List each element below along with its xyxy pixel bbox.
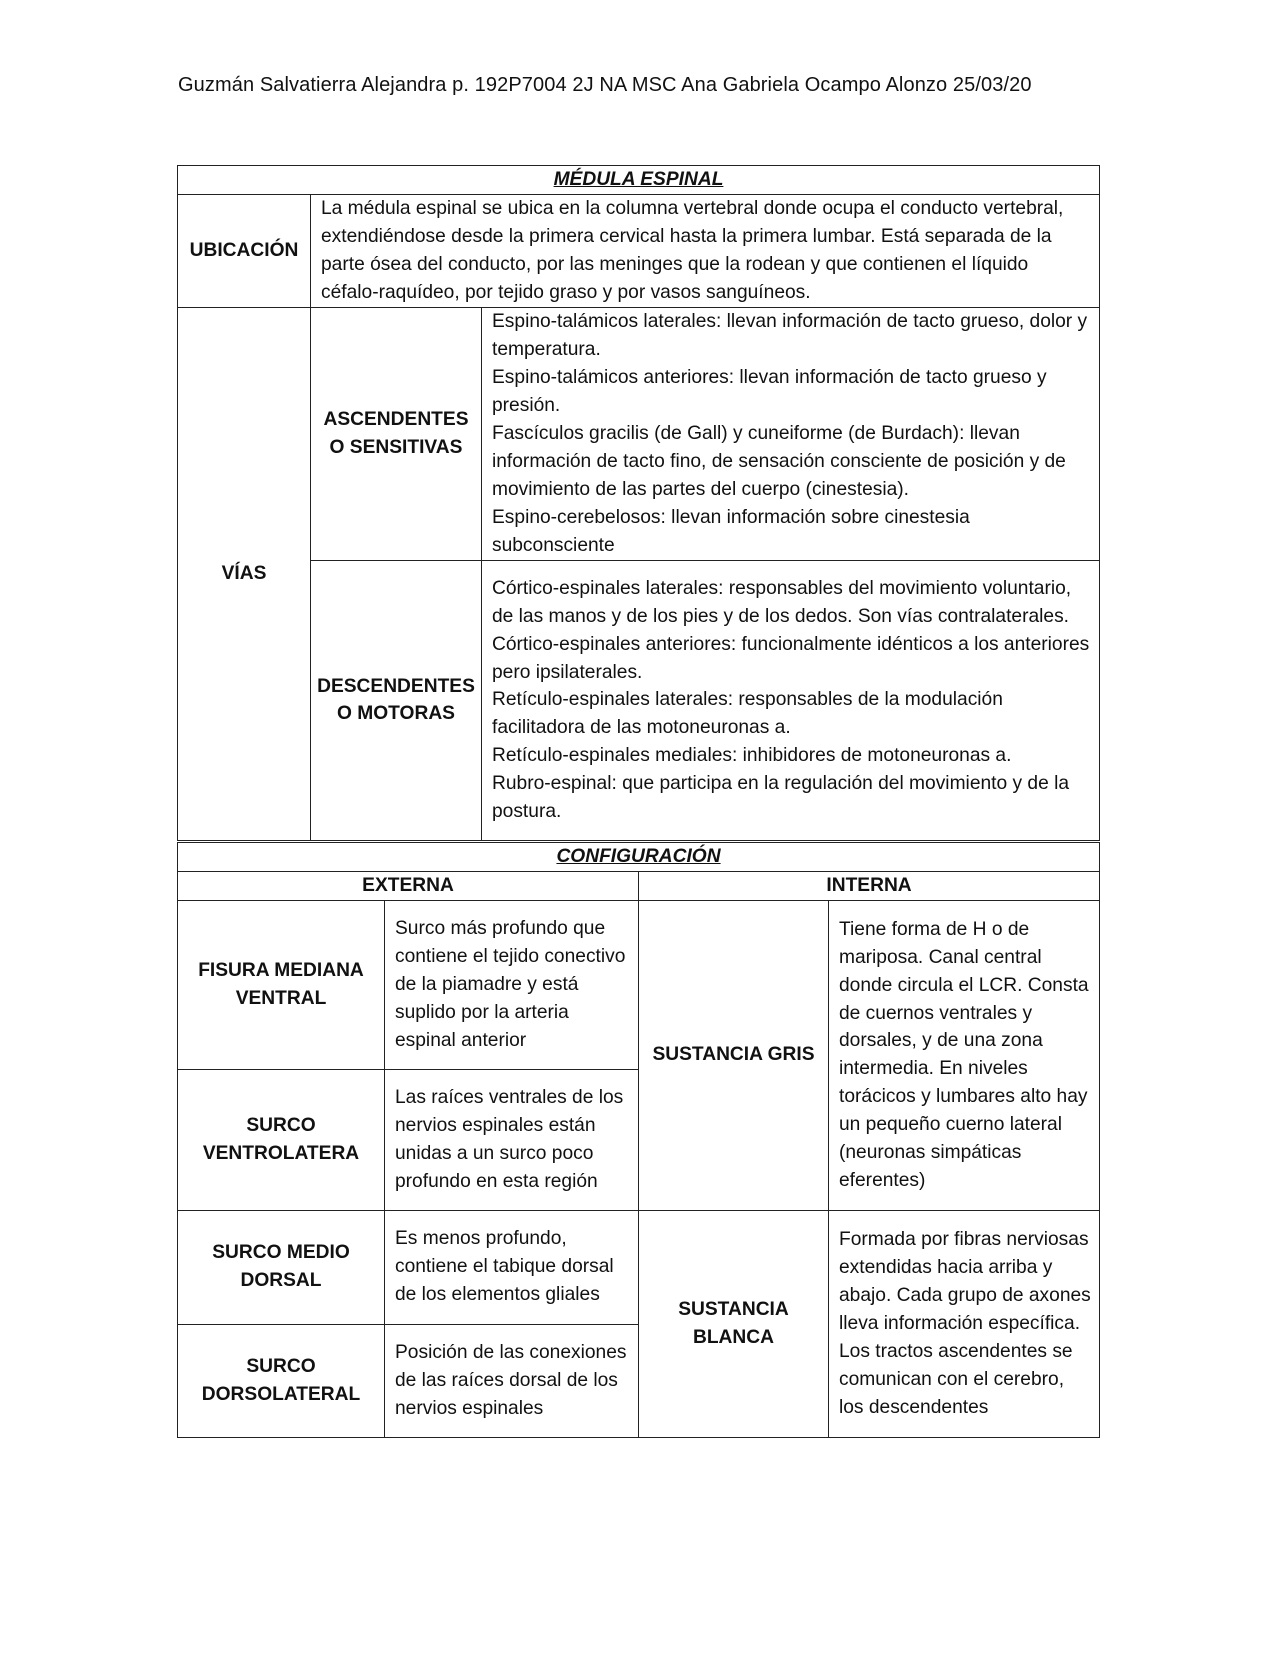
ubicacion-text: La médula espinal se ubica en la columna vertebral donde ocupa el conducto vertebral, extendiéndose desde la primera cervical hasta la primera lumbar. Está separada de la parte ósea del conducto, por las meninges que la rodean y que contienen el líquido céfalo-raquídeo, por tejido graso y por vasos sanguíneos. <box>311 194 1100 307</box>
interna-label-line2: BLANCA <box>692 1326 774 1348</box>
descendentes-item: Rubro-espinal: que participa en la regulación del movimiento y de la postura. <box>492 773 1070 823</box>
externa-label-line1: FISURA MEDIANA <box>198 959 364 981</box>
document-header: Guzmán Salvatierra Alejandra p. 192P7004 2J NA MSC Ana Gabriela Ocampo Alonzo 25/03/20 <box>178 74 1032 96</box>
externa-header: EXTERNA <box>178 871 639 900</box>
externa-label-line1: SURCO <box>246 1355 316 1377</box>
interna-label-line1: SUSTANCIA GRIS <box>652 1044 815 1066</box>
externa-text: Surco más profundo que contiene el tejido conectivo de la piamadre y está suplido por la arteria espinal anterior <box>385 900 639 1069</box>
configuracion-title: CONFIGURACIÓN <box>178 843 1100 872</box>
ascendentes-label <box>311 307 482 560</box>
externa-label-line2: VENTRAL <box>235 987 327 1009</box>
externa-label <box>178 1069 385 1210</box>
ascendentes-text <box>482 307 1100 560</box>
configuracion-header-row <box>178 871 1100 900</box>
externa-label-line2: DORSAL <box>240 1270 322 1292</box>
ascendentes-item: Fascículos gracilis (de Gall) y cuneiforme (de Burdach): llevan información de tacto fino, de sensación consciente de posición y de movimiento de las partes del cuerpo (cinestesia). <box>492 422 1066 500</box>
externa-text: Es menos profundo, contiene el tabique dorsal de los elementos gliales <box>385 1210 639 1324</box>
vias-ascendentes-row <box>178 307 1100 560</box>
ascendentes-item: Espino-cerebelosos: llevan información sobre cinestesia subconsciente <box>492 506 970 556</box>
descendentes-label <box>311 560 482 840</box>
externa-label-line1: SURCO <box>246 1114 316 1136</box>
descendentes-label-line1: DESCENDENTES <box>317 675 475 697</box>
externa-label <box>178 1324 385 1437</box>
configuracion-table <box>177 842 1100 1438</box>
ascendentes-label-line2: O SENSITIVAS <box>329 436 463 458</box>
medula-title: MÉDULA ESPINAL <box>178 166 1100 195</box>
externa-label <box>178 900 385 1069</box>
externa-label <box>178 1210 385 1324</box>
configuracion-title-row <box>178 843 1100 872</box>
externa-text: Posición de las conexiones de las raíces dorsal de los nervios espinales <box>385 1324 639 1437</box>
vias-label: VÍAS <box>178 307 311 840</box>
externa-label-line2: DORSOLATERAL <box>201 1383 361 1405</box>
ascendentes-label-line1: ASCENDENTES <box>323 409 469 430</box>
descendentes-text <box>482 560 1100 840</box>
interna-label <box>639 900 829 1210</box>
interna-label <box>639 1210 829 1437</box>
interna-text: Tiene forma de H o de mariposa. Canal central donde circula el LCR. Consta de cuernos ventrales y dorsales, y de una zona intermedia. En niveles torácicos y lumbares alto hay un pequeño cuerno lateral (neuronas simpáticas eferentes) <box>829 900 1100 1210</box>
interna-text: Formada por fibras nerviosas extendidas hacia arriba y abajo. Cada grupo de axones lleva información específica. Los tractos ascendentes se comunican con el cerebro, los descendentes <box>829 1210 1100 1437</box>
descendentes-item: Córtico-espinales laterales: responsables del movimiento voluntario, de las manos y de los pies y de los dedos. Son vías contralaterales. <box>492 577 1072 627</box>
ubicacion-label: UBICACIÓN <box>178 194 311 307</box>
externa-label-line1: SURCO MEDIO <box>212 1242 350 1264</box>
ascendentes-item: Espino-talámicos anteriores: llevan información de tacto grueso y presión. <box>492 367 1047 417</box>
externa-text: Las raíces ventrales de los nervios espinales están unidas a un surco poco profundo en esta región <box>385 1069 639 1210</box>
descendentes-item: Retículo-espinales laterales: responsables de la modulación facilitadora de las motoneuronas a. <box>492 689 1003 739</box>
descendentes-label-line2: O MOTORAS <box>337 703 455 725</box>
externa-label-line2: VENTROLATERA <box>202 1142 360 1164</box>
vias-descendentes-row <box>178 560 1100 840</box>
medula-title-row <box>178 166 1100 195</box>
config-row <box>178 900 1100 1069</box>
interna-header: INTERNA <box>639 871 1100 900</box>
config-row <box>178 1210 1100 1324</box>
interna-label-line1: SUSTANCIA <box>678 1298 789 1320</box>
descendentes-item: Córtico-espinales anteriores: funcionalmente idénticos a los anteriores pero ipsilaterales. <box>492 633 1090 683</box>
descendentes-item: Retículo-espinales mediales: inhibidores de motoneuronas a. <box>492 745 1012 767</box>
medula-espinal-table <box>177 165 1100 841</box>
ubicacion-row <box>178 194 1100 307</box>
ascendentes-item: Espino-talámicos laterales: llevan información de tacto grueso, dolor y temperatura. <box>492 311 1088 361</box>
